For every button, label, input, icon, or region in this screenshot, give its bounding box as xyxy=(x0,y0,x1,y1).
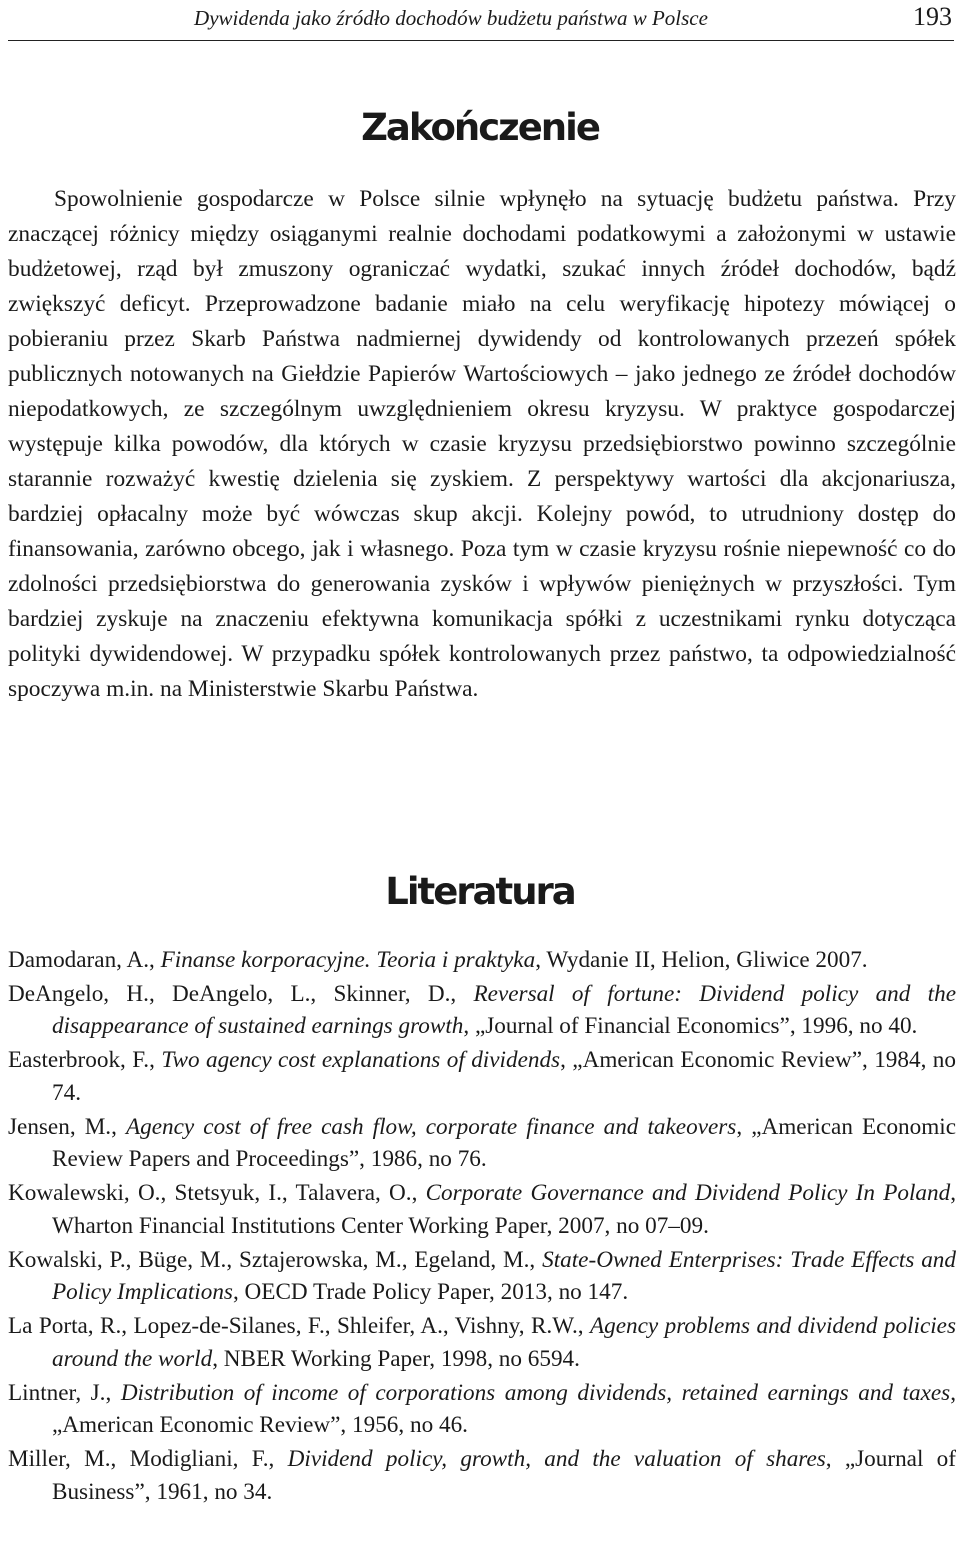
reference-item: Jensen, M., Agency cost of free cash flow, corporate finance and takeovers, „American Economic Review Papers and Proceedings”, 1986, no 76. xyxy=(8,1113,956,1173)
reference-item: DeAngelo, H., DeAngelo, L., Skinner, D., Reversal of fortune: Dividend policy and the disappearance of sustained earnings growth, „Journal of Financial Economics”, 1996, no 40. xyxy=(8,980,956,1040)
conclusion-paragraph: Spowolnienie gospodarcze w Polsce silnie wpłynęło na sytuację budżetu państwa. Przy znaczącej różnicy między osiąganymi realnie dochodami podatkowymi a założonymi w ustawie budżetowej, rząd był zmuszony ograniczać wydatki, szukać innych źródeł dochodów, bądź zwiększyć deficyt. Przeprowadzone badanie miało na celu weryfikację hipotezy mówiącej o pobieraniu przez Skarb Państwa nadmiernej dywidendy od kontrolowanych przezeń spółek publicznych notowanych na Giełdzie Papierów Wartościowych – jako jednego ze źródeł dochodów niepodatkowych, ze szczególnym uwzględnieniem okresu kryzysu. W praktyce gospodarczej występuje kilka powodów, dla których w czasie kryzysu przedsiębiorstwo powinno szczególnie starannie rozważyć kwestię dzielenia się zyskiem. Z perspektywy wartości dla akcjonariusza, bardziej opłacalny może być wówczas skup akcji. Kolejny powód, to utrudniony dostęp do finansowania, zarówno obcego, jak i własnego. Poza tym w czasie kryzysu rośnie niepewność co do zdolności przedsiębiorstwa do generowania zysków i wpływów pieniężnych w przyszłości. Tym bardziej zyskuje na znaczeniu efektywna komunikacja spółki z uczestnikami rynku dotycząca polityki dywidendowej. W przypadku spółek kontrolowanych przez państwo, ta odpowiedzialność spoczywa m.in. na Ministerstwie Skarbu Państwa. xyxy=(8,186,956,702)
reference-item: Damodaran, A., Finanse korporacyjne. Teoria i praktyka, Wydanie II, Helion, Gliwice 2007. xyxy=(8,947,868,973)
section-heading-conclusion: Zakończenie xyxy=(361,106,599,149)
reference-item: La Porta, R., Lopez-de-Silanes, F., Shleifer, A., Vishny, R.W., Agency problems and dividend policies around the world, NBER Working Paper, 1998, no 6594. xyxy=(8,1313,956,1372)
reference-item: Kowalski, P., Büge, M., Sztajerowska, M., Egeland, M., State-Owned Enterprises: Trade Effects and Policy Implications, OECD Trade Policy Paper, 2013, no 147. xyxy=(8,1246,956,1306)
reference-item: Lintner, J., Distribution of income of corporations among dividends, retained earnings and taxes, „American Economic Review”, 1956, no 46. xyxy=(8,1379,956,1439)
section-heading-literature: Literatura xyxy=(385,870,575,913)
reference-item: Miller, M., Modigliani, F., Dividend policy, growth, and the valuation of shares, „Journal of Business”, 1961, no 34. xyxy=(8,1446,956,1505)
reference-item: Kowalewski, O., Stetsyuk, I., Talavera, O., Corporate Governance and Dividend Policy In Poland, Wharton Financial Institutions Center Working Paper, 2007, no 07–09. xyxy=(8,1180,956,1239)
reference-item: Easterbrook, F., Two agency cost explanations of dividends, „American Economic Review”, 1984, no 74. xyxy=(8,1047,956,1106)
page-number: 193 xyxy=(913,2,952,31)
reference-list xyxy=(8,944,956,1510)
running-title: Dywidenda jako źródło dochodów budżetu państwa w Polsce xyxy=(194,6,708,30)
running-header xyxy=(8,0,954,41)
